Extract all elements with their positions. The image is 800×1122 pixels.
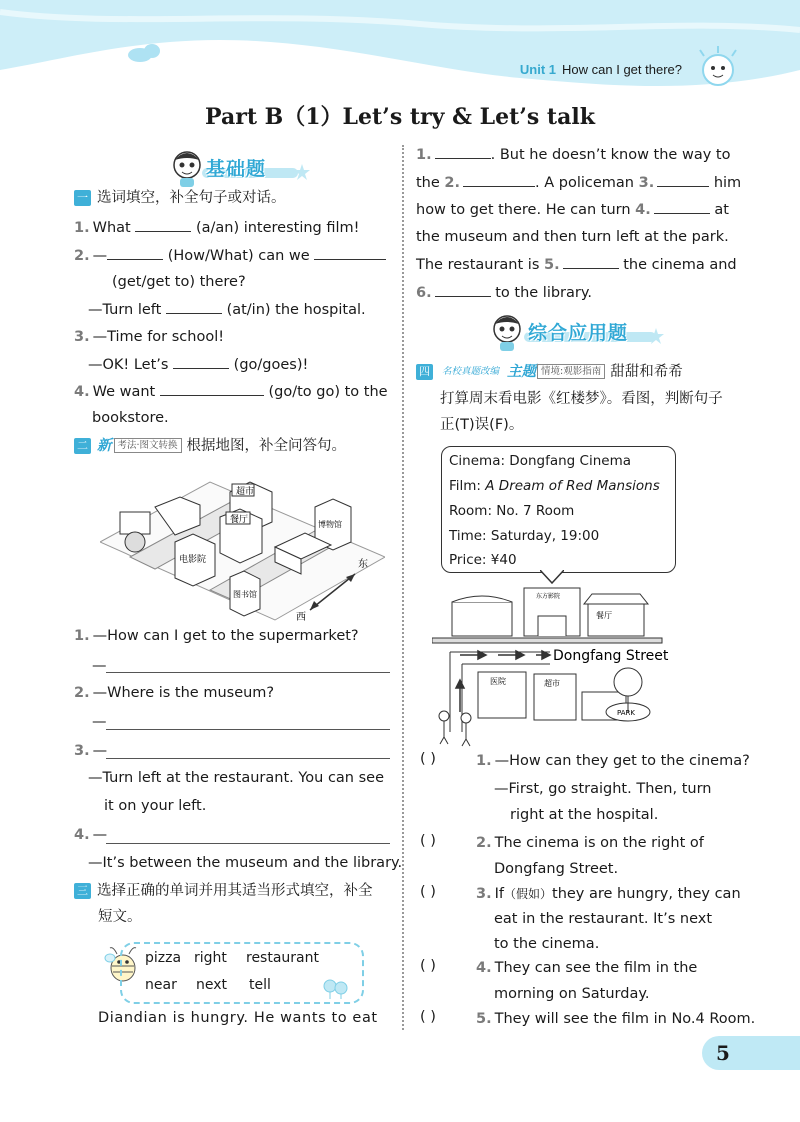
cloud-icon — [128, 44, 160, 62]
star-icon — [648, 328, 664, 344]
word-right: right — [194, 950, 227, 966]
s3-instruction-cont: 短文。 — [98, 909, 142, 925]
answer-blank[interactable] — [435, 282, 491, 297]
source-tag: 名校真题改编 — [442, 366, 500, 377]
cinema-info-card — [441, 446, 676, 573]
passage-text: the cinema and — [623, 257, 737, 273]
basic-banner-text: 基础题 — [206, 158, 267, 180]
answer-paren[interactable]: ( ) — [420, 958, 436, 974]
tf-q3-b: eat in the restaurant. It’s next — [494, 911, 713, 927]
map-label-cinema: 电影院 — [179, 555, 207, 565]
blank-number: 4. — [635, 202, 651, 218]
q1-text-b: (a/an) interesting film! — [195, 220, 360, 236]
map-label-west: 西 — [296, 612, 306, 622]
blank-number: 5. — [543, 257, 560, 273]
s2-q2-text: —Where is the museum? — [92, 685, 275, 701]
tf-q3 — [476, 884, 741, 904]
passage-text: . But he doesn’t know the way to — [490, 147, 731, 163]
answer-blank[interactable] — [463, 172, 535, 187]
route-map-illustration — [432, 582, 752, 752]
info-time: Time: Saturday, 19:00 — [449, 528, 600, 544]
s2-q1-dash: — — [92, 658, 107, 674]
passage-line-4: the museum and then turn left at the park. — [416, 229, 729, 245]
info-cinema: Cinema: Dongfang Cinema — [449, 453, 631, 469]
column-divider — [402, 145, 404, 1030]
word-near: near — [145, 977, 177, 993]
city-map-illustration — [100, 462, 385, 622]
q-number: 3. — [74, 329, 90, 345]
s2-q3-dash: — — [92, 743, 108, 759]
context-tag: 情境:观影指南 — [537, 364, 605, 379]
answer-blank[interactable] — [173, 354, 229, 369]
s1-instruction-text: 选词填空，补全句子或对话。 — [97, 190, 286, 206]
s2-instruction-text: 根据地图，补全问答句。 — [186, 438, 347, 454]
s2-instruction — [74, 436, 346, 456]
answer-blank[interactable] — [654, 199, 710, 214]
tf-q3-text-a2: they are hungry, they can — [552, 886, 741, 902]
s1-q3-answer — [88, 354, 308, 375]
answer-paren[interactable]: ( ) — [420, 833, 436, 849]
info-film-label: Film: — [449, 478, 486, 494]
badge-1: 一 — [74, 190, 91, 206]
passage-line-1 — [416, 144, 730, 165]
s1-instruction — [74, 188, 286, 208]
map-label-museum: 博物馆 — [318, 520, 342, 529]
q-number: 3. — [476, 886, 492, 902]
passage-line-3 — [416, 199, 729, 220]
passage-text: how to get there. He can turn — [416, 202, 631, 218]
tf-q2 — [476, 833, 704, 853]
map-label-restaurant: 餐厅 — [596, 611, 612, 620]
answer-line[interactable] — [106, 843, 390, 844]
info-room: Room: No. 7 Room — [449, 503, 575, 519]
trees-icon — [322, 978, 350, 1000]
s1-q2-answer — [88, 299, 366, 320]
q2-text-b: (How/What) can we — [167, 248, 310, 264]
s1-q2 — [74, 245, 386, 266]
tf-q3-text-a1: If — [494, 886, 504, 902]
tf-q5 — [476, 1009, 755, 1029]
s2-q3-answer: —Turn left at the restaurant. You can see — [88, 770, 385, 786]
passage-line-5 — [416, 254, 737, 275]
passage-text: the — [416, 175, 440, 191]
s3-passage-start: Diandian is hungry. He wants to eat — [98, 1010, 378, 1026]
blank-number: 1. — [416, 147, 432, 163]
tf-q4-b: morning on Saturday. — [494, 986, 650, 1002]
q2-text-d: —Turn left — [88, 302, 162, 318]
tf-q4 — [476, 958, 697, 978]
answer-paren[interactable]: ( ) — [420, 751, 436, 767]
q-number: 2. — [476, 835, 492, 851]
q-number: 2. — [74, 248, 90, 264]
q-number: 1. — [74, 220, 90, 236]
badge-2: 二 — [74, 438, 91, 454]
tf-q1-c: right at the hospital. — [510, 807, 659, 823]
comprehensive-section-banner — [488, 312, 668, 348]
s2-q1 — [74, 626, 359, 646]
unit-heading — [520, 62, 682, 77]
word-next: next — [196, 977, 228, 993]
word-tell: tell — [249, 977, 271, 993]
s1-q3 — [74, 327, 224, 347]
s3-instruction — [74, 881, 373, 901]
passage-line-6 — [416, 282, 592, 303]
header-wave — [0, 0, 800, 95]
q3-text-c: (go/goes)! — [233, 357, 309, 373]
q4-text-b: (go/to go) to the — [268, 384, 388, 400]
s1-q1 — [74, 217, 359, 238]
q-number: 4. — [74, 384, 90, 400]
blank-number: 6. — [416, 285, 432, 301]
answer-blank[interactable] — [166, 299, 222, 314]
unit-title: How can I get there? — [562, 62, 682, 77]
s2-q1-text: —How can I get to the supermarket? — [92, 628, 359, 644]
q2-text-e: (at/in) the hospital. — [226, 302, 366, 318]
s1-q4-cont — [92, 408, 169, 428]
tf-q5-text-a: They will see the film in No.4 Room. — [494, 1011, 756, 1027]
q2-text-c: (get/get to) there? — [112, 274, 246, 290]
s1-q2-cont — [112, 272, 246, 292]
s1-q4 — [74, 381, 388, 402]
page-number-tab — [702, 1036, 800, 1070]
s4-instruction-2: 打算周末看电影《红楼梦》。看图，判断句子 — [440, 391, 723, 407]
map-label-restaurant: 餐厅 — [230, 515, 249, 525]
tf-q4-text-a: They can see the film in the — [494, 960, 698, 976]
passage-line-2 — [416, 172, 741, 193]
blank-number: 2. — [444, 175, 461, 191]
q4-text-c: bookstore. — [92, 410, 169, 426]
answer-blank[interactable] — [107, 245, 163, 260]
q-number: 4. — [476, 960, 492, 976]
info-film — [449, 478, 660, 494]
theme-mark: 主题 — [507, 364, 537, 380]
info-price: Price: ¥40 — [449, 552, 517, 568]
tf-q2-text-a: The cinema is on the right of — [494, 835, 704, 851]
answer-blank[interactable] — [435, 144, 491, 159]
map-label-library: 图书馆 — [233, 590, 257, 599]
tf-q2-b: Dongfang Street. — [494, 861, 619, 877]
answer-line[interactable] — [106, 729, 390, 730]
s4-instruction-text-1: 甜甜和希希 — [610, 364, 683, 380]
method-tag: 考法·图文转换 — [114, 438, 182, 453]
q3-text-b: —OK! Let’s — [88, 357, 169, 373]
map-label-east: 东 — [358, 559, 368, 570]
q-number: 1. — [476, 753, 492, 769]
info-film-title: A Dream of Red Mansions — [485, 478, 660, 494]
answer-paren[interactable]: ( ) — [420, 884, 436, 900]
unit-label: Unit 1 — [519, 62, 557, 77]
map-label-cinema: 东方影院 — [536, 593, 561, 600]
new-mark: 新 — [97, 438, 112, 454]
q-number: 5. — [476, 1011, 492, 1027]
mascot-boy-icon — [168, 148, 206, 188]
map-label-supermarket: 超市 — [236, 487, 255, 497]
answer-blank[interactable] — [657, 172, 709, 187]
basic-section-banner — [168, 148, 298, 184]
q1-text-a: What — [92, 220, 131, 236]
tf-q3-hint: （假如） — [504, 887, 553, 901]
word-restaurant: restaurant — [246, 950, 319, 966]
answer-blank[interactable] — [563, 254, 619, 269]
answer-paren[interactable]: ( ) — [420, 1009, 436, 1025]
s3-instruction-text-1: 选择正确的单词并用其适当形式填空，补全 — [97, 883, 373, 899]
q-number: 3. — [74, 743, 90, 759]
s2-q3 — [74, 741, 107, 761]
tf-q1-b: —First, go straight. Then, turn — [494, 781, 712, 797]
passage-text: at — [714, 202, 729, 218]
q3-text-a: —Time for school! — [92, 329, 225, 345]
badge-4: 四 — [416, 364, 433, 380]
q-number: 1. — [74, 628, 90, 644]
answer-blank[interactable] — [135, 217, 191, 232]
s2-q4-answer: —It’s between the museum and the library. — [88, 855, 403, 871]
passage-text: to the library. — [495, 285, 592, 301]
s2-q4-dash: — — [92, 827, 108, 843]
s2-q2-dash: — — [92, 714, 107, 730]
q2-dash: — — [92, 248, 108, 264]
tf-q3-c: to the cinema. — [494, 936, 600, 952]
map-label-hospital: 医院 — [490, 677, 506, 686]
badge-3: 三 — [74, 883, 91, 899]
page-title: Part B（1）Let’s try & Let’s talk — [205, 104, 595, 130]
passage-text: him — [713, 175, 742, 191]
tf-q1-text-a: —How can they get to the cinema? — [494, 753, 750, 769]
q4-text-a: We want — [92, 384, 156, 400]
street-name: Dongfang Street — [553, 648, 669, 664]
passage-text: The restaurant is — [416, 257, 540, 273]
q-number: 2. — [74, 685, 90, 701]
children-icon — [439, 711, 471, 746]
q-number: 4. — [74, 827, 90, 843]
answer-line[interactable] — [106, 672, 390, 673]
s2-q3-answer-cont: it on your left. — [104, 798, 207, 814]
blank-number: 3. — [638, 175, 655, 191]
map-label-supermarket: 超市 — [544, 679, 560, 688]
answer-line[interactable] — [106, 758, 390, 759]
word-pizza: pizza — [145, 950, 182, 966]
tf-q1 — [476, 751, 750, 771]
star-icon — [294, 164, 310, 180]
answer-blank[interactable] — [160, 381, 264, 396]
s2-q4 — [74, 825, 107, 845]
s4-instruction-3: 正(T)误(F)。 — [440, 417, 524, 433]
s2-q2 — [74, 683, 274, 703]
page-number: 5 — [716, 1041, 730, 1065]
mascot-boy-icon — [488, 312, 526, 354]
passage-text: . A policeman — [535, 175, 634, 191]
s4-instruction — [416, 362, 683, 382]
map-label-park: PARK — [617, 709, 636, 717]
answer-blank[interactable] — [314, 245, 386, 260]
comprehensive-banner-text: 综合应用题 — [528, 322, 629, 344]
